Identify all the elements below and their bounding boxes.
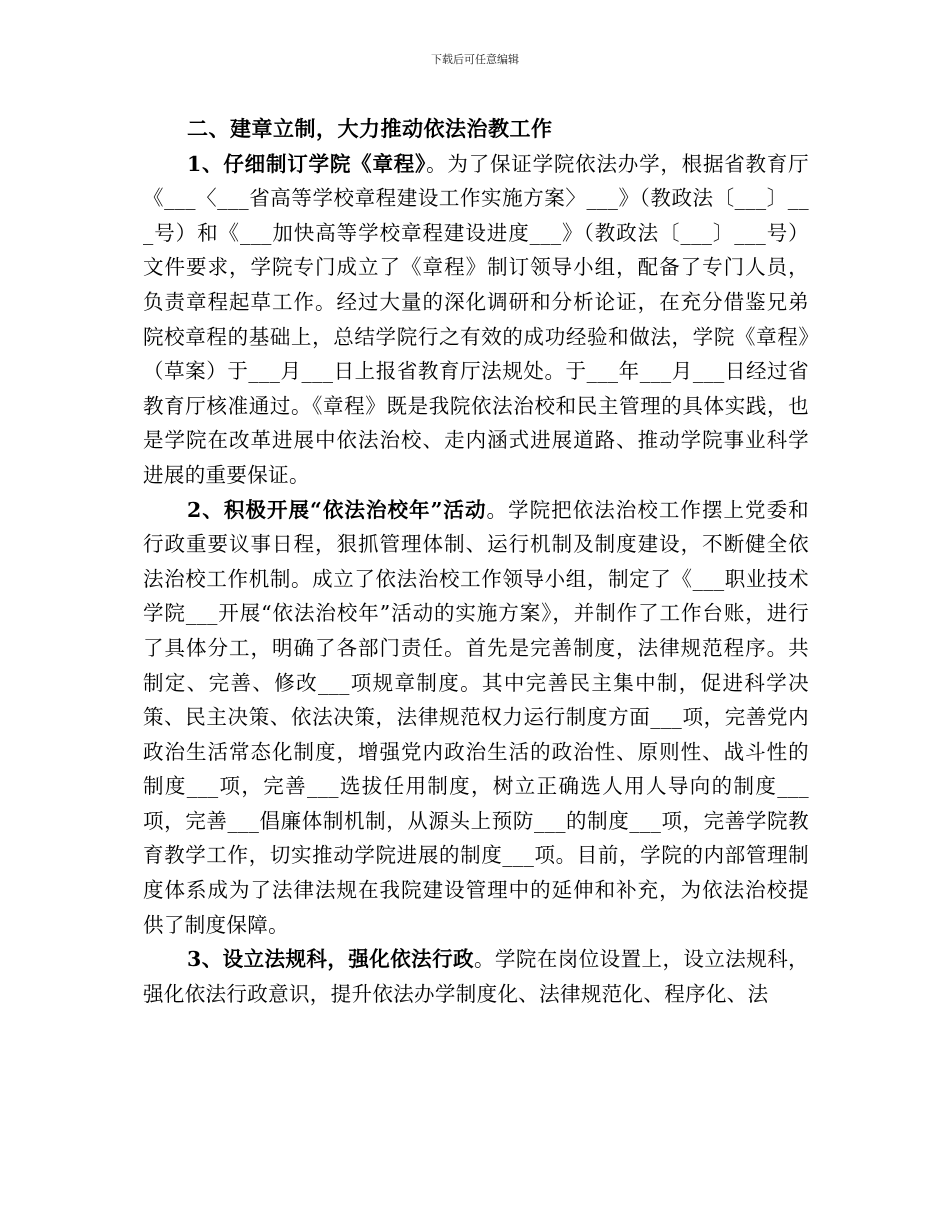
document-body [143, 112, 809, 1011]
paragraph-lead: 3、设立法规科，强化依法行政 [187, 947, 474, 972]
paragraph-body: 。为了保证学院依法办学，根据省教育厅《___〈___省高等学校章程建设工作实施方案〉___》（教政法〔___〕___号）和《___加快高等学校章程建设进度___》（教政法〔___〕___号）文件要求，学院专门成立了《章程》制订领导小组，配备了专门人员，负责章程起草工作。经过大量的深化调研和分析论证，在充分借鉴兄弟院校章程的基础上，总结学院行之有效的成功经验和做法，学院《章程》（草案）于___月___日上报省教育厅法规处。于___年___月___日经过省教育厅核准通过。《章程》既是我院依法治校和民主管理的具体实践，也是学院在改革进展中依法治校、走内涵式进展道路、推动学院事业科学进展的重要保证。 [143, 151, 809, 487]
paragraph-lead: 1、仔细制订学院《章程》 [187, 151, 427, 176]
page-header [0, 52, 950, 68]
paragraph-body: 。学院在岗位设置上，设立法规科，强化依法行政意识，提升依法办学制度化、法律规范化、程序化、法 [143, 947, 809, 1006]
header-note: 下载后可任意编辑 [431, 53, 519, 66]
paragraph-body: 。学院把依法治校工作摆上党委和行政重要议事日程，狠抓管理体制、运行机制及制度建设，不断健全依法治校工作机制。成立了依法治校工作领导小组，制定了《___职业技术学院___开展“依法治校年”活动的实施方案》，并制作了工作台账，进行了具体分工，明确了各部门责任。首先是完善制度，法律规范程序。共制定、完善、修改___项规章制度。其中完善民主集中制，促进科学决策、民主决策、依法决策，法律规范权力运行制度方面___项，完善党内政治生活常态化制度，增强党内政治生活的政治性、原则性、战斗性的制度___项，完善___选拔任用制度，树立正确选人用人导向的制度___项，完善___倡廉体制机制，从源头上预防___的制度___项，完善学院教育教学工作，切实推动学院进展的制度___项。目前，学院的内部管理制度体系成为了法律法规在我院建设管理中的延伸和补充，为依法治校提供了制度保障。 [143, 497, 809, 937]
paragraph-rule-of-law-year [143, 493, 809, 943]
paragraph-lead: 2、积极开展“依法治校年”活动 [187, 497, 487, 522]
paragraph-charter [143, 147, 809, 493]
paragraph-legal-office [143, 942, 809, 1011]
section-heading: 二、建章立制，大力推动依法治教工作 [187, 116, 553, 141]
